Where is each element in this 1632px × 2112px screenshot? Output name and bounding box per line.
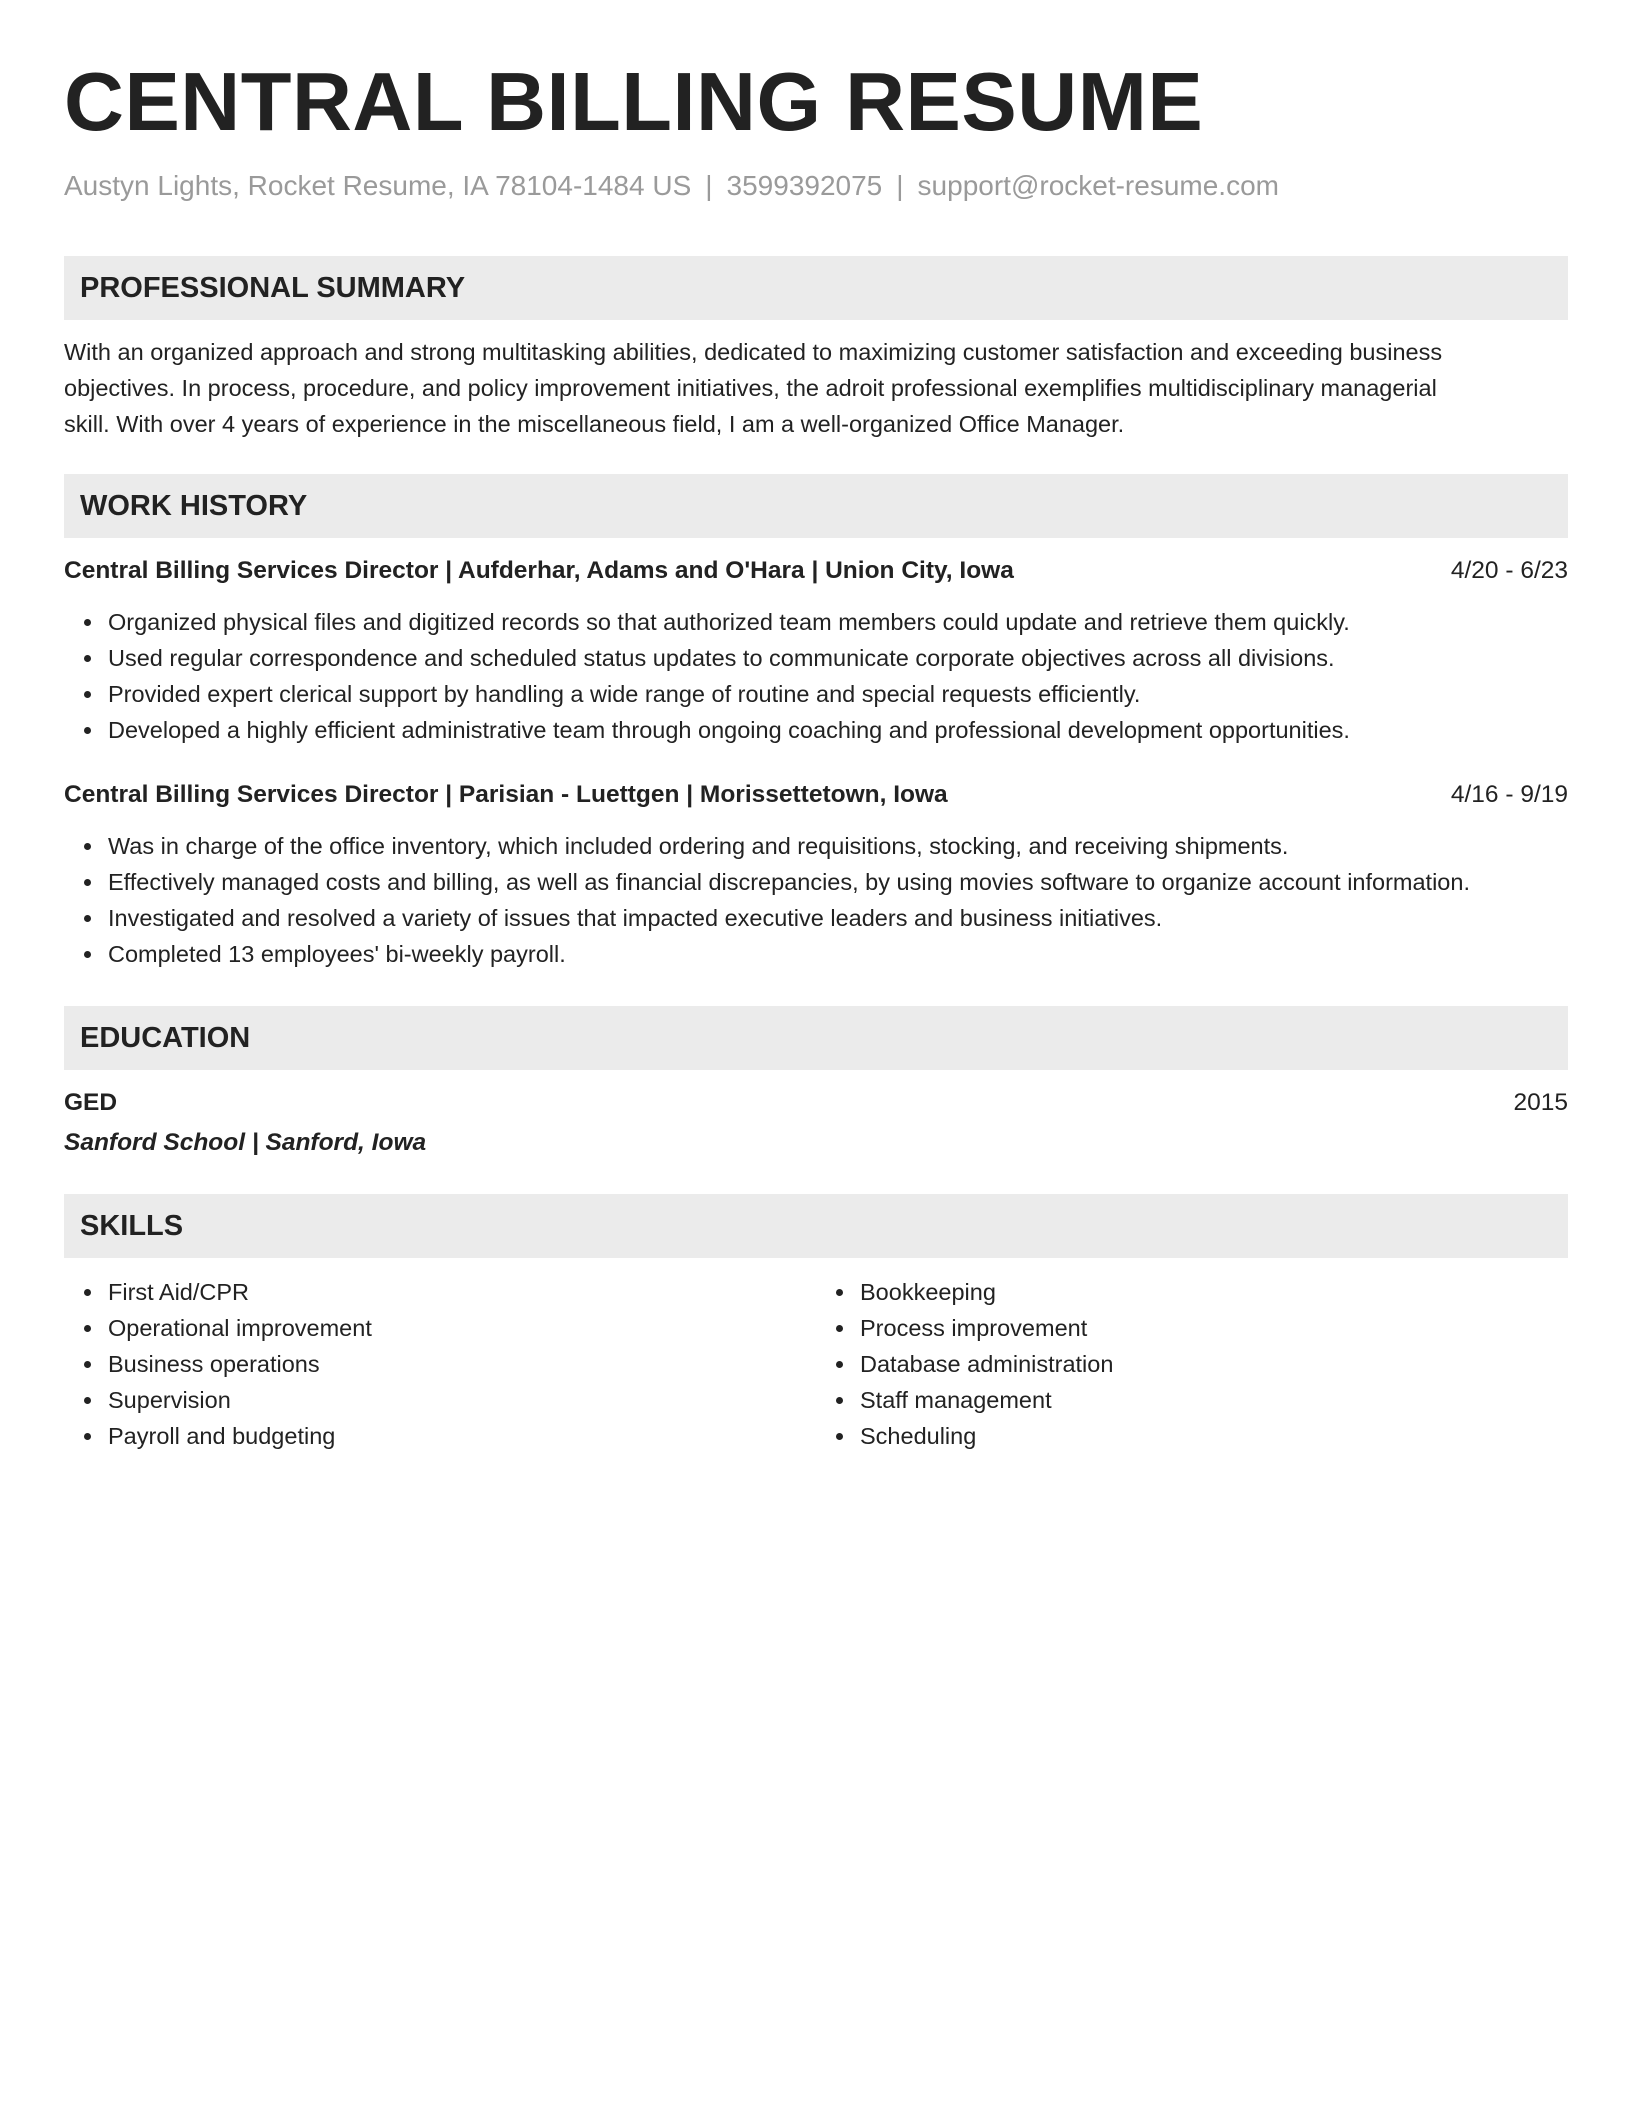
bullet-text: Investigated and resolved a variety of issues that impacted executive leaders and business initiatives.: [108, 905, 1163, 931]
job-bullets: [64, 828, 1568, 972]
contact-separator: |: [705, 170, 713, 201]
list-item: [108, 1274, 816, 1310]
job-dates: 4/16 - 9/19: [1450, 781, 1568, 808]
resume-title: CENTRAL BILLING RESUME: [64, 55, 1204, 148]
skill-text: Bookkeeping: [860, 1279, 996, 1305]
list-item: [108, 712, 1568, 748]
list-item: [108, 640, 1568, 676]
bullet-text: Effectively managed costs and billing, as well as financial discrepancies, by using movies software to organize account information.: [108, 869, 1470, 895]
list-item: [860, 1418, 1568, 1454]
summary-line: skill. With over 4 years of experience in the miscellaneous field, I am a well-organized Office Manager.: [64, 411, 1125, 437]
contact-phone: 3599392075: [726, 170, 883, 201]
bullet-dot: [84, 619, 91, 626]
section-header-work-history: [64, 474, 1568, 538]
section-heading: SKILLS: [80, 1209, 184, 1242]
contact-separator: |: [896, 170, 904, 201]
skill-text: Business operations: [108, 1351, 320, 1377]
bullet-dot: [836, 1433, 843, 1440]
list-item: [108, 1418, 816, 1454]
list-item: [108, 900, 1568, 936]
bullet-text: Completed 13 employees' bi-weekly payroll.: [108, 941, 566, 967]
skills-list-left: [64, 1274, 816, 1454]
bullet-dot: [84, 879, 91, 886]
bullet-dot: [84, 1397, 91, 1404]
job-bullets: [64, 604, 1568, 748]
education-degree: GED: [64, 1089, 118, 1116]
contact-address: Austyn Lights, Rocket Resume, IA 78104-1484 US: [64, 170, 692, 201]
bullet-dot: [836, 1289, 843, 1296]
section-heading: PROFESSIONAL SUMMARY: [80, 271, 466, 304]
list-item: [108, 1382, 816, 1418]
job-entry: [64, 778, 1568, 972]
bullet-dot: [84, 1325, 91, 1332]
list-item: [860, 1310, 1568, 1346]
skill-text: Staff management: [860, 1387, 1052, 1413]
list-item: [108, 828, 1568, 864]
skill-text: Payroll and budgeting: [108, 1423, 336, 1449]
bullet-text: Used regular correspondence and scheduled status updates to communicate corporate objectives across all divisions.: [108, 645, 1335, 671]
skill-text: Database administration: [860, 1351, 1114, 1377]
bullet-text: Was in charge of the office inventory, which included ordering and requisitions, stocking, and receiving shipments.: [108, 833, 1289, 859]
summary-line: With an organized approach and strong multitasking abilities, dedicated to maximizing customer satisfaction and exceeding business: [64, 339, 1443, 365]
summary-line: objectives. In process, procedure, and policy improvement initiatives, the adroit professional exemplifies multidisciplinary managerial: [64, 375, 1437, 401]
skill-text: Supervision: [108, 1387, 231, 1413]
list-item: [108, 936, 1568, 972]
skill-text: Process improvement: [860, 1315, 1088, 1341]
section-heading: EDUCATION: [80, 1021, 251, 1054]
skill-text: Operational improvement: [108, 1315, 372, 1341]
bullet-dot: [84, 1289, 91, 1296]
bullet-dot: [836, 1325, 843, 1332]
job-title: Central Billing Services Director | Parisian - Luettgen | Morissettetown, Iowa: [64, 781, 948, 808]
job-entry: [64, 554, 1568, 748]
job-header: [64, 778, 1568, 812]
skills-list-right: [816, 1274, 1568, 1454]
bullet-text: Provided expert clerical support by handling a wide range of routine and special requests efficiently.: [108, 681, 1141, 707]
bullet-text: Organized physical files and digitized records so that authorized team members could update and retrieve them quickly.: [108, 609, 1350, 635]
bullet-text: Developed a highly efficient administrative team through ongoing coaching and professional development opportunities.: [108, 717, 1350, 743]
bullet-dot: [84, 1361, 91, 1368]
list-item: [108, 604, 1568, 640]
summary-paragraph: [64, 334, 1568, 442]
bullet-dot: [84, 951, 91, 958]
job-header: [64, 554, 1568, 588]
bullet-dot: [84, 915, 91, 922]
list-item: [108, 1346, 816, 1382]
list-item: [108, 676, 1568, 712]
bullet-dot: [836, 1361, 843, 1368]
skills-columns: [64, 1274, 1568, 1454]
bullet-dot: [84, 691, 91, 698]
section-header-skills: [64, 1194, 1568, 1258]
contact-line: [64, 168, 1568, 204]
list-item: [108, 864, 1568, 900]
education-year: 2015: [1513, 1089, 1568, 1116]
job-dates: 4/20 - 6/23: [1450, 557, 1568, 584]
job-title: Central Billing Services Director | Aufderhar, Adams and O'Hara | Union City, Iowa: [64, 557, 1014, 584]
list-item: [108, 1310, 816, 1346]
bullet-dot: [84, 655, 91, 662]
section-header-education: [64, 1006, 1568, 1070]
section-header-summary: [64, 256, 1568, 320]
bullet-dot: [84, 1433, 91, 1440]
education-header: [64, 1086, 1568, 1120]
list-item: [860, 1346, 1568, 1382]
skill-text: First Aid/CPR: [108, 1279, 250, 1305]
bullet-dot: [836, 1397, 843, 1404]
bullet-dot: [84, 727, 91, 734]
contact-email: support@rocket-resume.com: [917, 170, 1279, 201]
list-item: [860, 1382, 1568, 1418]
education-school: Sanford School | Sanford, Iowa: [64, 1129, 427, 1156]
section-heading: WORK HISTORY: [80, 489, 308, 522]
bullet-dot: [84, 843, 91, 850]
skill-text: Scheduling: [860, 1423, 977, 1449]
list-item: [860, 1274, 1568, 1310]
